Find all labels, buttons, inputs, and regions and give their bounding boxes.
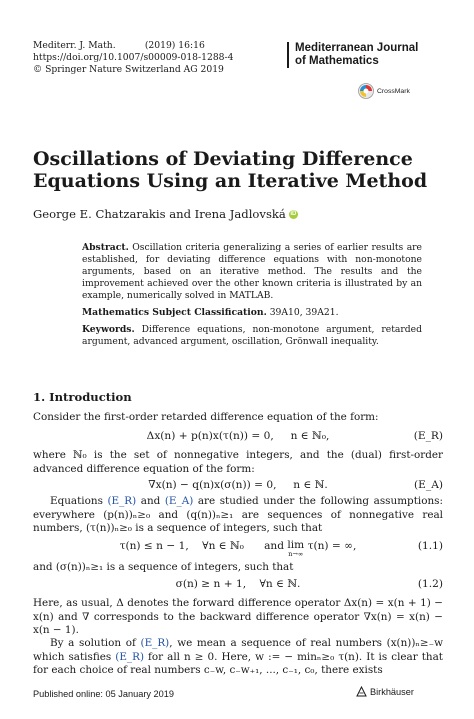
equation-1-1-left: τ(n) ≤ n − 1, ∀n ∈ ℕ₀ and [119,540,285,552]
para6-text-a: By a solution of [50,637,136,649]
crossmark-icon [358,83,374,99]
equation-ea-tag: (E_A) [414,479,443,491]
doi-link[interactable]: https://doi.org/10.1007/s00009-018-1288-4 [33,52,234,63]
ref-er[interactable]: (E_R) [107,495,137,507]
limit-subscript: n→∞ [288,550,304,558]
publisher-name: Birkhäuser [370,686,414,697]
publisher-logo [356,686,414,697]
equation-1-1 [33,539,443,558]
abstract-block [82,242,422,353]
para6-text-c: for all n ≥ 0. Here, w := − minₙ≥₀ τ(n). It is clear that for each choice of real numbers c₋w, c₋w₊₁, ..., c₋₁, c₀, there exists [33,650,443,676]
article-meta [33,40,283,76]
equation-ea [33,479,443,494]
msc-paragraph [82,307,422,319]
journal-name-line1: Mediterranean Journal [295,42,419,54]
para3-and: and [140,495,161,507]
abstract-paragraph [82,242,422,302]
birkhauser-icon [356,686,367,697]
paragraph-2: where ℕ₀ is the set of nonnegative integers, and the (dual) first-order advanced difference equation of the form: [33,449,443,475]
equation-1-2-expr: σ(n) ≥ n + 1, ∀n ∈ ℕ. [175,578,301,590]
keywords-text: Difference equations, non-monotone argument, retarded argument, advanced argument, oscillation, Grönwall inequality. [82,324,422,347]
abstract-label: Abstract. [82,242,129,253]
journal-name-line2: of Mathematics [295,55,379,67]
limit-label: lim [287,539,305,551]
para3-text-a: Equations [50,495,103,507]
section-heading: 1. Introduction [33,390,132,404]
paragraph-3 [33,495,443,536]
equation-1-2-tag: (1.2) [417,578,443,590]
crossmark-badge[interactable] [358,83,410,99]
paper-title-line1: Oscillations of Deviating Difference [33,148,413,170]
ref-ea[interactable]: (E_A) [164,495,194,507]
equation-1-2 [33,578,443,593]
journal-citation: Mediterr. J. Math. (2019) 16:16 [33,40,205,51]
paper-title [33,148,453,192]
journal-name [287,42,455,68]
equation-er [33,430,443,445]
limit-operator [287,540,304,558]
ref-er-2[interactable]: (E_R) [140,637,170,649]
para6-text-b: , we mean a sequence of real numbers (x(n))ₙ≥₋w which satisfies [33,637,443,663]
published-date: Published online: 05 January 2019 [33,689,174,699]
para3-text-b: are studied under the following assumptions: everywhere (p(n))ₙ≥₀ and (q(n))ₙ≥₁ are sequences of nonnegative real numbers, (τ(n))ₙ≥₀ is a sequence of integers, such that [33,495,443,534]
equation-1-1-right: τ(n) = ∞, [307,540,357,552]
paragraph-1: Consider the first-order retarded difference equation of the form: [33,411,379,423]
keywords-label: Keywords. [82,324,135,335]
equation-ea-expr: ∇x(n) − q(n)x(σ(n)) = 0, n ∈ ℕ. [148,479,328,491]
equation-er-tag: (E_R) [413,430,443,442]
orcid-icon[interactable]: iD [290,210,297,217]
paper-title-line2: Equations Using an Iterative Method [33,170,428,192]
paragraph-5: Here, as usual, Δ denotes the forward difference operator Δx(n) = x(n + 1) − x(n) and ∇ corresponds to the backward difference operator ∇x(n) = x(n) − x(n − 1). [33,597,443,636]
equation-er-expr: Δx(n) + p(n)x(τ(n)) = 0, n ∈ ℕ₀, [146,430,330,442]
msc-codes: 39A10, 39A21. [269,307,339,318]
abstract-text: Oscillation criteria generalizing a series of earlier results are established, for deviating difference equations with non-monotone arguments, based on an iterative method. The results and the improvement achieved over the other known criteria is illustrated by an example, numerically solved in MATLAB. [82,242,422,301]
equation-1-1-tag: (1.1) [417,540,443,552]
paragraph-4: and (σ(n))ₙ≥₁ is a sequence of integers, such that [33,561,294,573]
keywords-paragraph [82,324,422,348]
author-list [33,207,298,221]
crossmark-label: CrossMark [377,87,410,95]
msc-label: Mathematics Subject Classification. [82,307,267,318]
paragraph-6 [33,637,443,678]
ref-er-3[interactable]: (E_R) [115,650,144,663]
equation-1-1-expr [33,540,443,558]
author-names: George E. Chatzarakis and Irena Jadlovská [33,207,286,221]
copyright: © Springer Nature Switzerland AG 2019 [33,64,224,75]
